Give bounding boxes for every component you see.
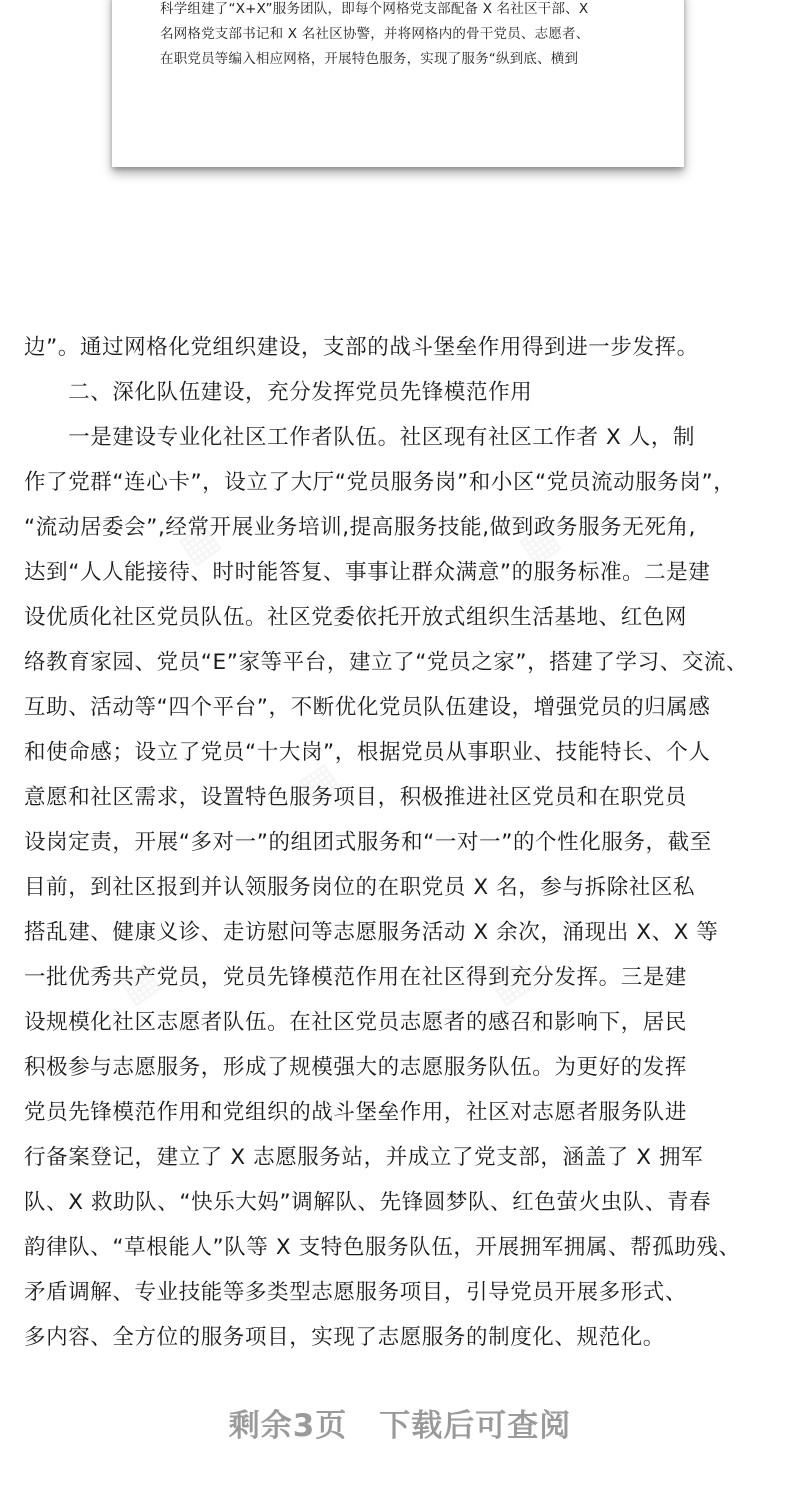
body-line: 多内容、全方位的服务项目，实现了志愿服务的制度化、规范化。 [24,1325,665,1350]
body-line: 党员先锋模范作用和党组织的战斗堡垒作用，社区对志愿者服务队进 [24,1100,688,1125]
body-line: 设规模化社区志愿者队伍。在社区党员志愿者的感召和影响下，居民 [24,1010,688,1035]
body-line: 意愿和社区需求，设置特色服务项目，积极推进社区党员和在职党员 [24,785,688,810]
body-line: 达到“人人能接待、时时能答复、事事让群众满意”的服务标准。二是建 [24,560,711,585]
body-line: “流动居委会”,经常开展业务培训,提高服务技能,做到政务服务无死角, [24,515,697,540]
body-line: 队、X 救助队、“快乐大妈”调解队、先锋圆梦队、红色萤火虫队、青春 [24,1190,712,1215]
body-line: 搭乱建、健康义诊、走访慰问等志愿服务活动 X 余次，涌现出 X、X 等 [24,920,719,945]
preview-card-line: 科学组建了“X+X”服务团队，即每个网格党支部配备 X 名社区干部、X [160,1,589,17]
body-line: 互助、活动等“四个平台”，不断优化党员队伍建设，增强党员的归属感 [24,695,711,720]
section-heading: 二、深化队伍建设，充分发挥党员先锋模范作用 [24,380,533,405]
body-line: 和使命感；设立了党员“十大岗”，根据党员从事职业、技能特长、个人 [24,740,711,765]
body-line: 韵律队、“草根能人”队等 X 支特色服务队伍，开展拥军拥属、帮孤助残、 [24,1235,741,1260]
body-line: 积极参与志愿服务，形成了规模强大的志愿服务队伍。为更好的发挥 [24,1055,688,1080]
body-line: 络教育家园、党员“E”家等平台，建立了“党员之家”，搭建了学习、交流、 [24,650,749,675]
body-line: 作了党群“连心卡”，设立了大厅“党员服务岗”和小区“党员流动服务岗”， [24,470,736,495]
body-line: 行备案登记，建立了 X 志愿服务站，并成立了党支部，涵盖了 X 拥军 [24,1145,704,1170]
body-line: 一是建设专业化社区工作者队伍。社区现有社区工作者 X 人，制 [24,425,696,450]
body-line: 一批优秀共产党员，党员先锋模范作用在社区得到充分发挥。三是建 [24,965,688,990]
body-line: 矛盾调解、专业技能等多类型志愿服务项目，引导党员开展多形式、 [24,1280,688,1305]
body-line: 设优质化社区党员队伍。社区党委依托开放式组织生活基地、红色网 [24,605,688,630]
body-line: 设岗定责，开展“多对一”的组团式服务和“一对一”的个性化服务，截至 [24,830,712,855]
preview-card-line: 名网格党支部书记和 X 名社区协警，并将网格内的骨干党员、志愿者、 [160,26,590,42]
body-line: 边”。通过网格化党组织建设，支部的战斗堡垒作用得到进一步发挥。 [24,335,699,360]
body-line: 目前，到社区报到并认领服务岗位的在职党员 X 名，参与拆除社区私 [24,875,696,900]
preview-card-line: 在职党员等编入相应网格，开展特色服务，实现了服务“纵到底、横到 [160,51,579,67]
download-prompt[interactable]: 剩余3页 下载后可查阅 [228,1408,572,1444]
preview-card [112,0,684,167]
